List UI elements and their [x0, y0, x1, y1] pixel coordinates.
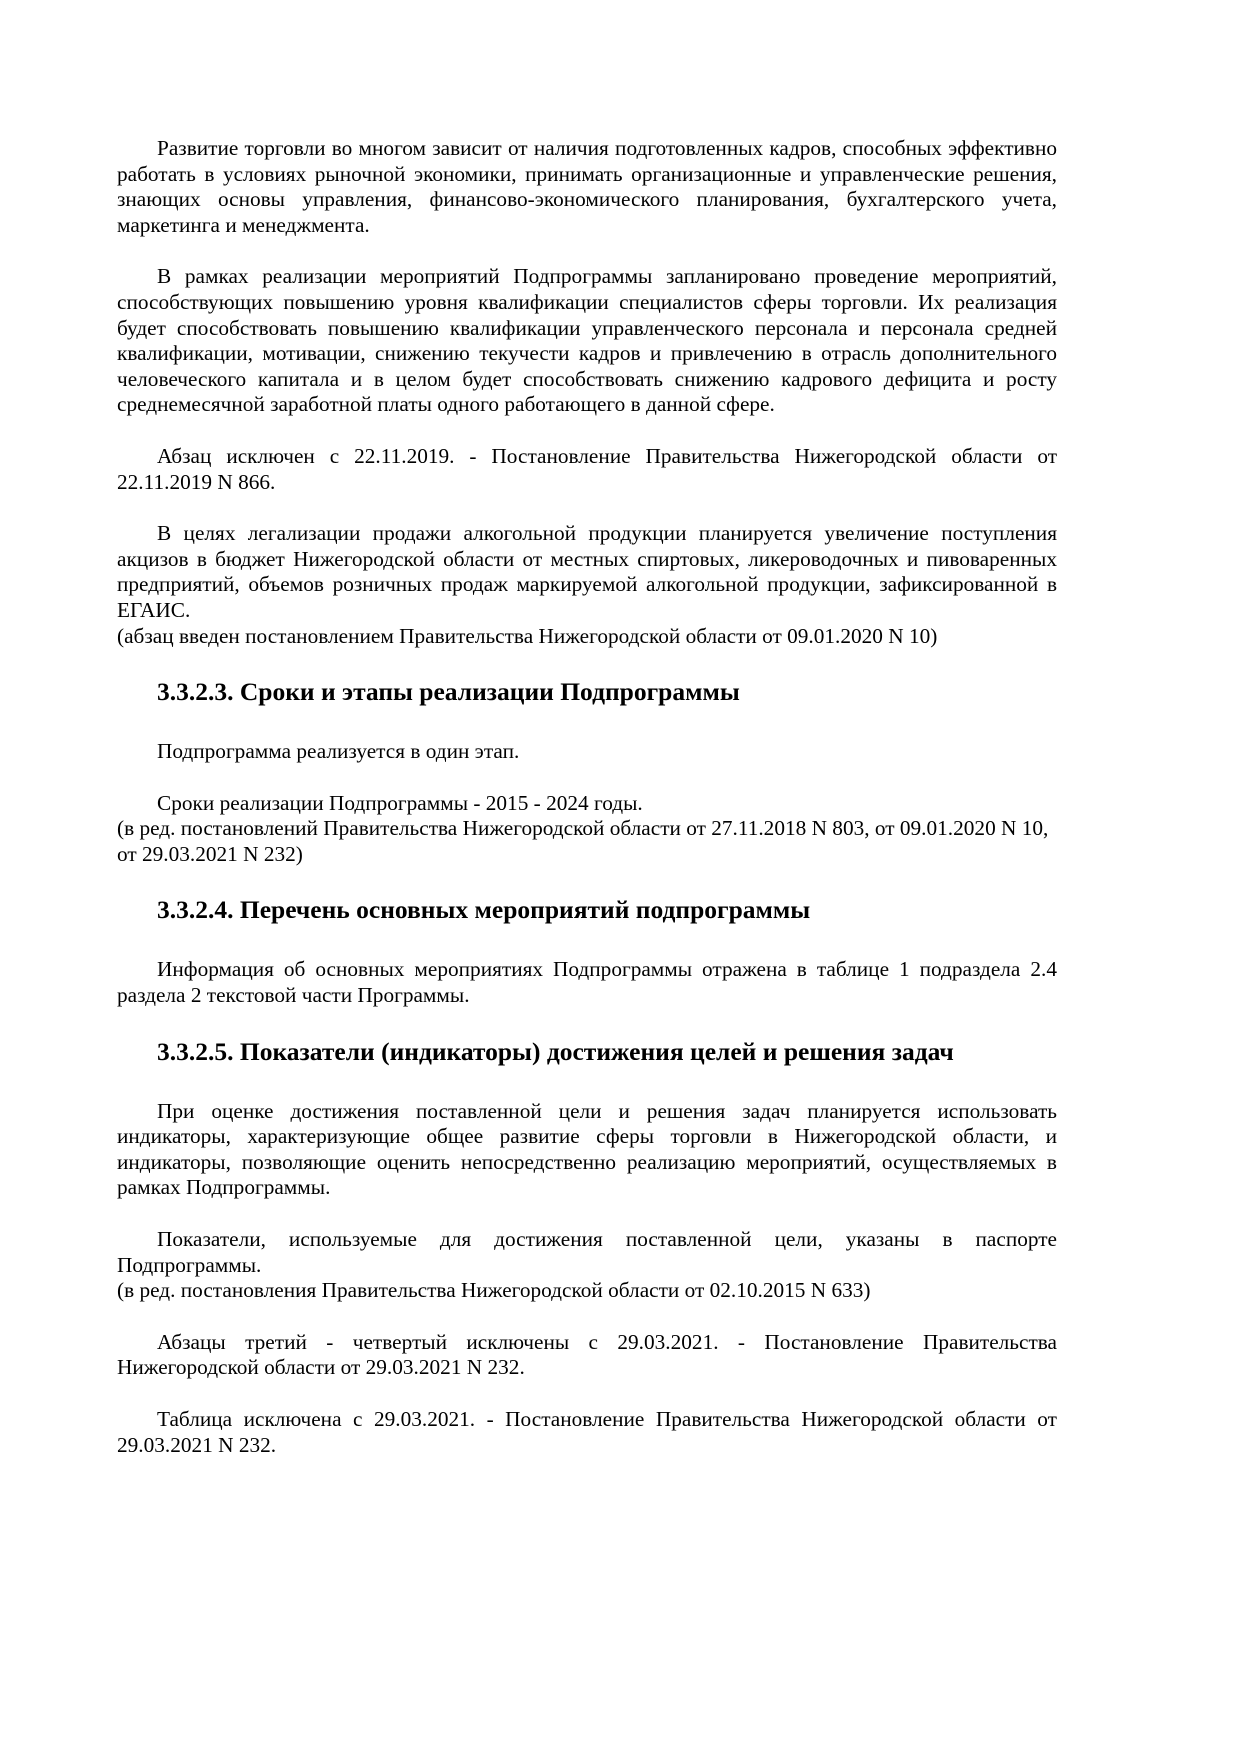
amendment-note-2020: (абзац введен постановлением Правительства Нижегородской области от 09.01.2020 N 10)	[117, 623, 938, 648]
paragraph-indicators-assessment: При оценке достижения поставленной цели и решения задач планируется использовать индикаторы, характеризующие общее развитие сферы торговли в Нижегородской области, и индикаторы, позволяющие оценить непосредственно реализацию мероприятий, осуществляемых в рамках Подпрограммы.	[117, 1098, 1057, 1200]
amendment-note-2015: (в ред. постановления Правительства Нижегородской области от 02.10.2015 N 633)	[117, 1278, 871, 1303]
spacer	[117, 418, 1057, 444]
paragraph-alcohol-legalization: В целях легализации продажи алкогольной продукции планируется увеличение поступления акцизов в бюджет Нижегородской области от местных спиртовых, ликероводочных и пивоваренных предприятий, объемов розничных продаж маркируемой алкогольной продукции, зафиксированной в ЕГАИС.	[117, 521, 1057, 622]
spacer	[117, 1067, 1057, 1099]
spacer	[117, 765, 1057, 791]
spacer	[117, 238, 1057, 264]
spacer	[117, 925, 1057, 957]
spacer	[117, 1201, 1057, 1227]
spacer	[117, 867, 1057, 895]
spacer	[117, 495, 1057, 521]
paragraph-indicators-passport: Показатели, используемые для достижения поставленной цели, указаны в паспорте Подпрограммы.	[117, 1227, 1057, 1277]
spacer	[117, 649, 1057, 677]
paragraph-implementation-period: Сроки реализации Подпрограммы - 2015 - 2024 годы.	[157, 790, 643, 815]
paragraph-excluded-paragraphs-2021: Абзацы третий - четвертый исключены с 29.03.2021. - Постановление Правительства Нижегородской области от 29.03.2021 N 232.	[117, 1329, 1057, 1380]
paragraph-main-activities-info: Информация об основных мероприятиях Подпрограммы отражена в таблице 1 подраздела 2.4 раздела 2 текстовой части Программы.	[117, 957, 1057, 1008]
paragraph-excluded-table-2021: Таблица исключена с 29.03.2021. - Постановление Правительства Нижегородской области от 29.03.2021 N 232.	[117, 1407, 1057, 1457]
section-heading-3-3-2-4: 3.3.2.4. Перечень основных мероприятий подпрограммы	[157, 895, 811, 925]
section-heading-3-3-2-3: 3.3.2.3. Сроки и этапы реализации Подпрограммы	[157, 677, 740, 707]
section-heading-3-3-2-5: 3.3.2.5. Показатели (индикаторы) достижения целей и решения задач	[157, 1036, 954, 1066]
paragraph-qualification-measures: В рамках реализации мероприятий Подпрограммы запланировано проведение мероприятий, способствующих повышению уровня квалификации специалистов сферы торговли. Их реализация будет способствовать повышению квалификации управленческого персонала и персонала средней квалификации, мотивации, снижению текучести кадров и привлечению в отрасль дополнительного человеческого капитала и в целом будет способствовать снижению кадрового дефицита и росту среднемесячной заработной платы одного работающего в данной сфере.	[117, 264, 1057, 417]
paragraph-excluded-2019: Абзац исключен с 22.11.2019. - Постановление Правительства Нижегородской области от 22.11.2019 N 866.	[117, 443, 1057, 494]
paragraph-single-stage: Подпрограмма реализуется в один этап.	[157, 739, 520, 764]
spacer	[117, 1304, 1057, 1330]
spacer	[117, 1009, 1057, 1037]
spacer	[117, 707, 1057, 739]
paragraph-trade-personnel: Развитие торговли во многом зависит от наличия подготовленных кадров, способных эффективно работать в условиях рыночной экономики, принимать организационные и управленческие решения, знающих основы управления, финансово-экономического планирования, бухгалтерского учета, маркетинга и менеджмента.	[117, 136, 1057, 237]
spacer	[117, 1381, 1057, 1407]
document-page	[117, 136, 1057, 1458]
amendment-note-periods: (в ред. постановлений Правительства Нижегородской области от 27.11.2018 N 803, от 09.01.2020 N 10, от 29.03.2021 N 232)	[117, 816, 1049, 866]
